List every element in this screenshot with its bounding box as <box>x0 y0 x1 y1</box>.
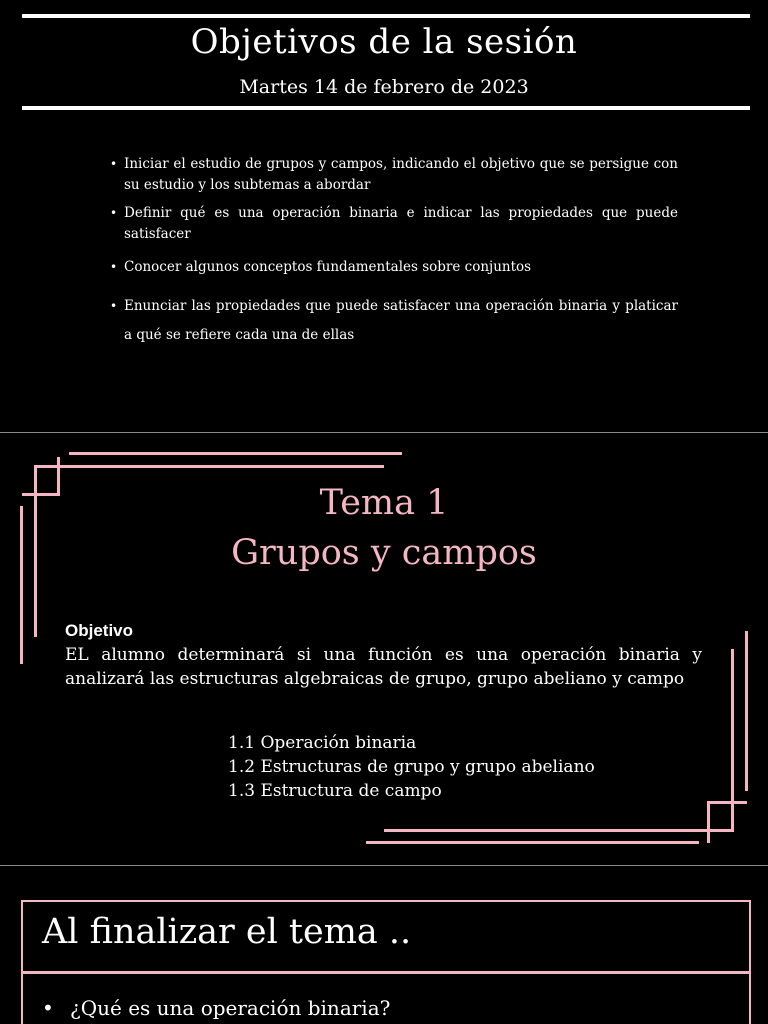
slide-end-of-topic <box>0 866 768 1024</box>
top-rule <box>22 14 750 18</box>
list-item: • Enunciar las propiedades que puede satisfacer una operación binaria y platicar a qué se refiere cada una de ellas <box>110 292 678 350</box>
subtopic-item: 1.1 Operación binaria <box>228 733 417 753</box>
frame-line <box>384 829 734 832</box>
objective-text: EL alumno determinará si una función es una operación binaria y analizará las estructuras algebraicas de grupo, grupo abeliano y campo <box>65 645 702 689</box>
bottom-rule <box>22 106 750 110</box>
slide-title: Al finalizar el tema .. <box>42 912 412 952</box>
frame-line <box>69 452 402 455</box>
frame-line <box>707 801 747 804</box>
slide-topic-1 <box>0 433 768 865</box>
topic-subheading: Grupos y campos <box>231 533 537 573</box>
subtopics-list <box>228 731 595 803</box>
slide-date: Martes 14 de febrero de 2023 <box>239 76 529 98</box>
list-item: • ¿Qué es una operación binaria? <box>42 994 390 1022</box>
topic-heading: Tema 1 <box>319 483 449 523</box>
list-item: • Iniciar el estudio de grupos y campos, indicando el objetivo que se persigue con su estudio y los subtemas a abordar <box>110 154 678 196</box>
subtopic-item: 1.3 Estructura de campo <box>228 781 442 801</box>
subtopic-item: 1.2 Estructuras de grupo y grupo abeliano <box>228 757 595 777</box>
slide-title: Objetivos de la sesión <box>190 22 578 62</box>
objectives-list <box>110 154 678 350</box>
objective-label: Objetivo <box>65 621 134 640</box>
frame-line <box>34 465 384 468</box>
frame-line <box>20 506 23 664</box>
frame-line <box>707 803 710 843</box>
questions-list <box>42 994 390 1022</box>
list-item: • Definir qué es una operación binaria e indicar las propiedades que puede satisfacer <box>110 203 678 245</box>
frame-line <box>366 841 699 844</box>
list-item: • Conocer algunos conceptos fundamentales sobre conjuntos <box>110 257 678 278</box>
title-underline <box>21 971 751 974</box>
slide-session-objectives <box>0 0 768 432</box>
frame-line <box>745 631 748 791</box>
